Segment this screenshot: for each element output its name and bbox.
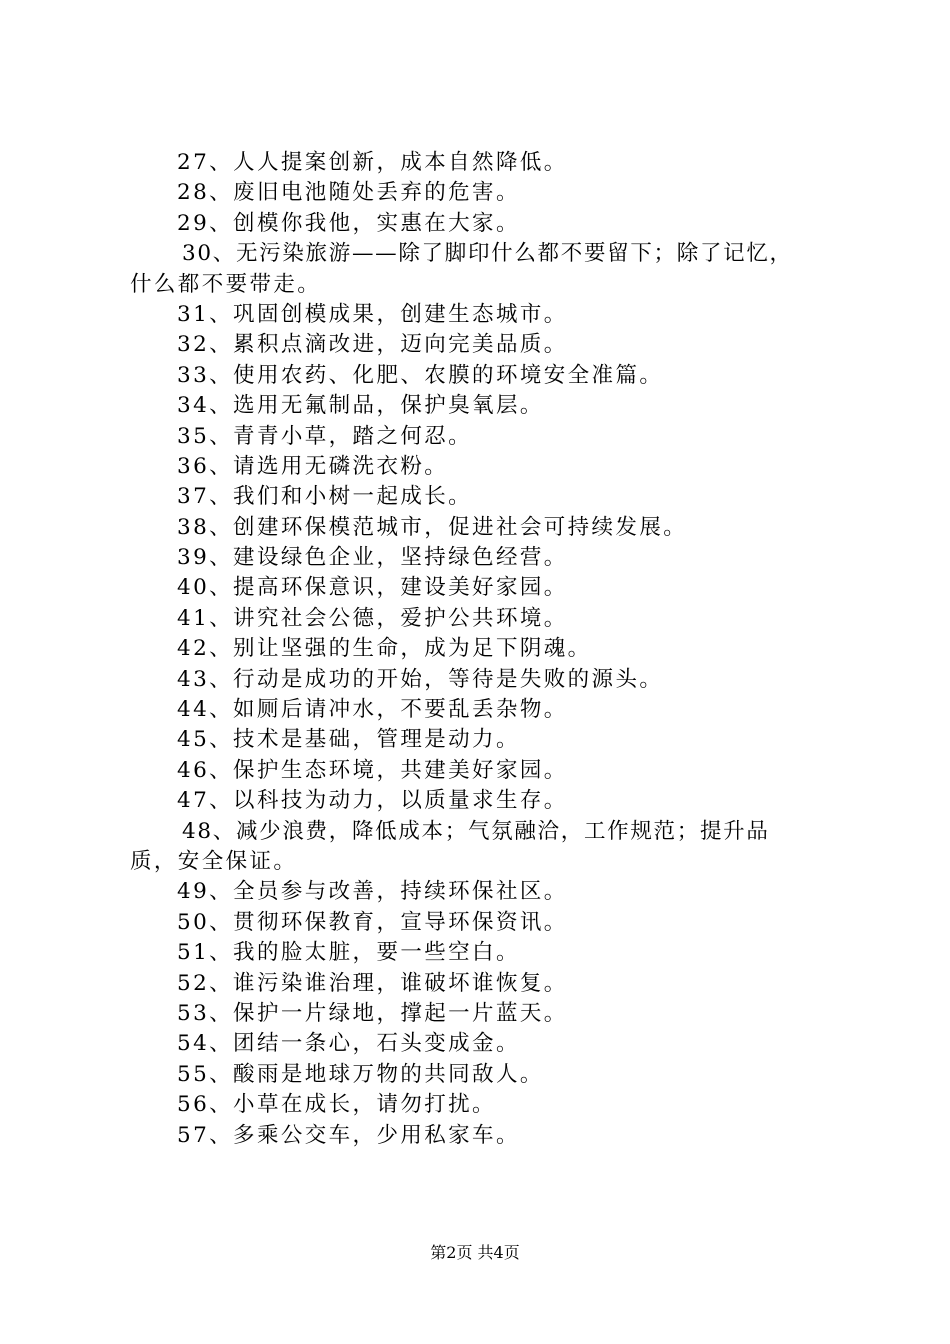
list-item: 27、人人提案创新，成本自然降低。 — [177, 150, 568, 175]
list-item: 35、青青小草，踏之何忍。 — [177, 423, 473, 449]
list-item: 44、如厕后请冲水，不要乱丢杂物。 — [177, 697, 568, 723]
list-item: 32、累积点滴改进，迈向完美品质。 — [177, 332, 568, 358]
list-item: 40、提高环保意识，建设美好家园。 — [177, 575, 568, 601]
list-item: 56、小草在成长，请勿打扰。 — [177, 1092, 496, 1118]
list-item: 45、技术是基础，管理是动力。 — [177, 727, 520, 753]
list-item: 54、团结一条心，石头变成金。 — [177, 1031, 520, 1057]
list-item: 46、保护生态环境，共建美好家园。 — [177, 757, 568, 783]
list-item: 29、创模你我他，实惠在大家。 — [177, 210, 520, 236]
list-item: 41、讲究社会公德，爱护公共环境。 — [177, 605, 568, 631]
list-item: 51、我的脸太脏，要一些空白。 — [177, 940, 520, 966]
list-item: 28、废旧电池随处丢弃的危害。 — [177, 180, 520, 206]
list-item: 57、多乘公交车，少用私家车。 — [177, 1122, 520, 1148]
list-item: 36、请选用无磷洗衣粉。 — [177, 453, 449, 479]
list-item: 33、使用农药、化肥、农膜的环境安全准篇。 — [177, 362, 664, 388]
list-item: 43、行动是成功的开始，等待是失败的源头。 — [177, 666, 664, 692]
list-item: 49、全员参与改善，持续环保社区。 — [177, 879, 568, 905]
page-number-footer: 第2页 共4页 — [430, 1243, 520, 1262]
list-item: 31、巩固创模成果，创建生态城市。 — [177, 301, 568, 327]
list-item: 30、无污染旅游——除了脚印什么都不要留下；除了记忆， — [182, 241, 793, 267]
list-item: 37、我们和小树一起成长。 — [177, 484, 473, 510]
document-body — [130, 148, 830, 1151]
list-item: 38、创建环保模范城市，促进社会可持续发展。 — [177, 514, 688, 540]
list-item: 53、保护一片绿地，撑起一片蓝天。 — [177, 1000, 568, 1026]
list-item: 52、谁污染谁治理，谁破坏谁恢复。 — [177, 970, 568, 996]
list-item-continuation: 什么都不要带走。 — [130, 271, 322, 297]
list-item: 50、贯彻环保教育，宣导环保资讯。 — [177, 909, 568, 935]
list-item-continuation: 质，安全保证。 — [130, 848, 298, 874]
list-item: 55、酸雨是地球万物的共同敌人。 — [177, 1061, 544, 1087]
list-item: 47、以科技为动力，以质量求生存。 — [177, 788, 568, 814]
list-item: 39、建设绿色企业，坚持绿色经营。 — [177, 545, 568, 571]
list-item: 34、选用无氟制品，保护臭氧层。 — [177, 393, 544, 419]
list-item: 48、减少浪费，降低成本；气氛融洽，工作规范；提升品 — [182, 818, 770, 844]
list-item: 42、别让坚强的生命，成为足下阴魂。 — [177, 636, 592, 662]
